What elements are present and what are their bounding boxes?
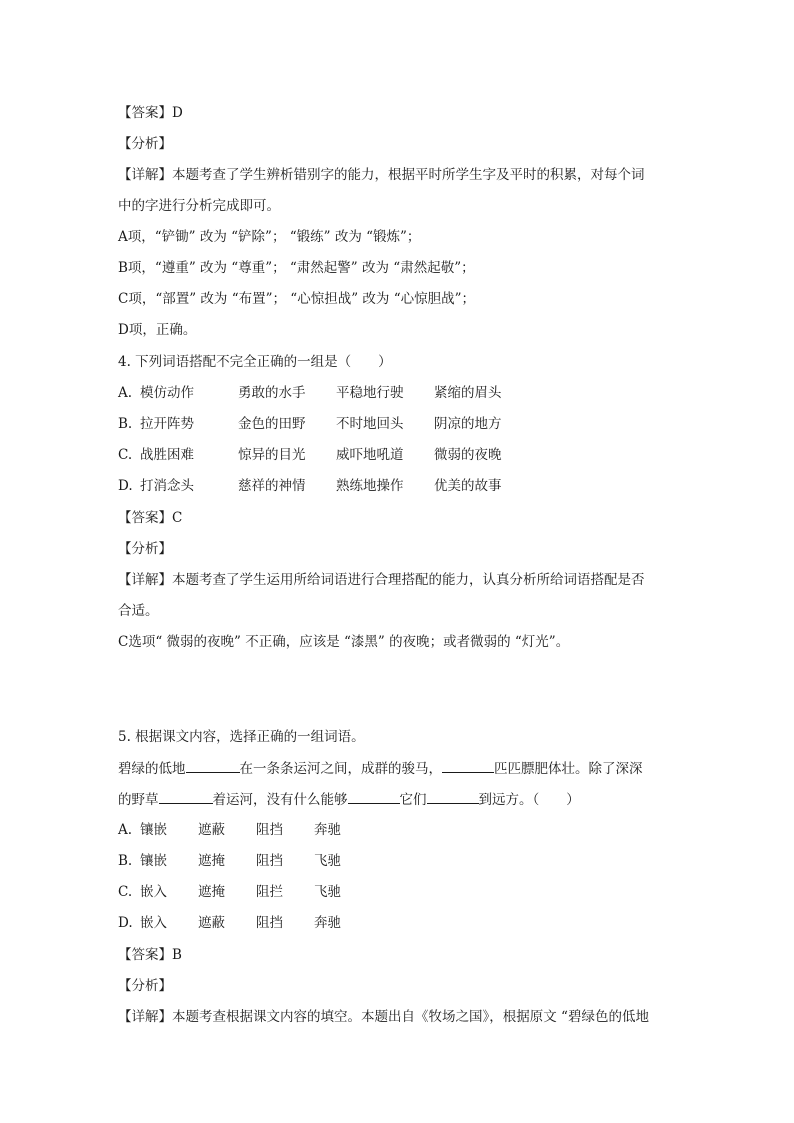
- option-word: 模仿动作: [140, 385, 194, 401]
- option-word: 嵌入: [140, 915, 167, 931]
- passage-text: 它们: [399, 792, 427, 808]
- option-word: 战胜困难: [140, 447, 194, 463]
- option-word: 镶嵌: [140, 853, 167, 869]
- option-word: 优美的故事: [434, 478, 502, 494]
- q5-option-d: [118, 913, 341, 933]
- passage-text: 在一条条运河之间，成群的骏马，: [239, 761, 442, 777]
- option-word: 镶嵌: [140, 822, 167, 838]
- option-label: A.: [118, 822, 133, 838]
- option-word: 紧缩的眉头: [434, 385, 502, 401]
- q3-item-d: D项，正确。: [118, 322, 197, 338]
- option-word: 威吓地吼道: [336, 447, 404, 463]
- option-word: 奔驰: [314, 822, 341, 838]
- option-word: 熟练地操作: [336, 478, 404, 494]
- fill-blank: [159, 789, 213, 804]
- q4-answer: 【答案】C: [118, 510, 183, 526]
- q5-stem: 5. 根据课文内容，选择正确的一组词语。: [118, 729, 365, 745]
- q5-answer: 【答案】B: [118, 947, 182, 963]
- passage-text: 到远方。（ ）: [478, 792, 580, 808]
- q3-item-c: C项，“部置” 改为 “布置”； “心惊担战” 改为 “心惊胆战”；: [118, 291, 475, 307]
- fill-blank: [427, 789, 479, 804]
- option-word: 阻拦: [256, 884, 283, 900]
- q4-option-b: [118, 414, 532, 434]
- option-word: 打消念头: [140, 478, 194, 494]
- option-word: 飞驰: [314, 853, 341, 869]
- q3-detail-line1: 【详解】本题考查了学生辨析错别字的能力，根据平时所学生字及平时的积累，对每个词: [118, 167, 645, 183]
- option-word: 飞驰: [314, 884, 341, 900]
- option-word: 平稳地行驶: [336, 385, 404, 401]
- q3-detail-line2: 中的字进行分析完成即可。: [118, 198, 280, 214]
- q3-analysis-heading: 【分析】: [118, 136, 172, 152]
- option-word: 奔驰: [314, 915, 341, 931]
- q4-detail-line1: 【详解】本题考查了学生运用所给词语进行合理搭配的能力，认真分析所给词语搭配是否: [118, 572, 645, 588]
- option-label: B.: [118, 853, 133, 869]
- q5-option-c: [118, 882, 341, 902]
- option-word: 不时地回头: [336, 416, 404, 432]
- option-label: A.: [118, 385, 133, 401]
- option-label: D.: [118, 915, 133, 931]
- option-word: 阻挡: [256, 822, 283, 838]
- option-word: 慈祥的神情: [238, 478, 306, 494]
- q3-answer: 【答案】D: [118, 105, 183, 121]
- option-label: D.: [118, 478, 133, 494]
- q3-item-a: A项，“铲锄” 改为 “铲除”； “锻练” 改为 “锻炼”；: [118, 229, 421, 245]
- passage-text: 匹匹膘肥体壮。除了深深: [494, 761, 643, 777]
- fill-blank: [442, 758, 494, 773]
- fill-blank: [348, 789, 400, 804]
- option-word: 勇敢的水手: [238, 385, 306, 401]
- q5-passage-line2: [118, 789, 580, 810]
- option-label: C.: [118, 447, 133, 463]
- option-label: B.: [118, 416, 133, 432]
- q4-option-a: [118, 383, 532, 403]
- option-word: 阴凉的地方: [434, 416, 502, 432]
- q5-option-b: [118, 851, 341, 871]
- q4-detail-line2: 合适。: [118, 603, 159, 619]
- q4-option-d: [118, 476, 532, 496]
- q5-passage-line1: [118, 758, 643, 779]
- q3-item-b: B项，“遵重” 改为 “尊重”； “肃然起警” 改为 “肃然起敬”；: [118, 260, 475, 276]
- option-word: 遮掩: [198, 853, 225, 869]
- option-word: 遮蔽: [198, 915, 225, 931]
- option-label: C.: [118, 884, 133, 900]
- q4-option-c: [118, 445, 532, 465]
- option-word: 阻挡: [256, 915, 283, 931]
- q4-stem: 4. 下列词语搭配不完全正确的一组是（ ）: [118, 354, 392, 370]
- option-word: 金色的田野: [238, 416, 306, 432]
- option-word: 拉开阵势: [140, 416, 194, 432]
- passage-text: 碧绿的低地: [118, 761, 186, 777]
- option-word: 阻挡: [256, 853, 283, 869]
- option-word: 惊异的目光: [238, 447, 306, 463]
- q5-detail-line1: 【详解】本题考查根据课文内容的填空。本题出自《牧场之国》，根据原文 “碧绿色的低地: [118, 1009, 649, 1025]
- passage-text: 着运河，没有什么能够: [212, 792, 348, 808]
- option-word: 遮蔽: [198, 822, 225, 838]
- option-word: 嵌入: [140, 884, 167, 900]
- passage-text: 的野草: [118, 792, 159, 808]
- option-word: 遮掩: [198, 884, 225, 900]
- q4-analysis-heading: 【分析】: [118, 541, 172, 557]
- option-word: 微弱的夜晚: [434, 447, 502, 463]
- q5-analysis-heading: 【分析】: [118, 978, 172, 994]
- q4-detail-line3: C选项“ 微弱的夜晚” 不正确，应该是 “漆黑” 的夜晚；或者微弱的 “灯光”。: [118, 634, 570, 650]
- fill-blank: [186, 758, 240, 773]
- q5-option-a: [118, 820, 341, 840]
